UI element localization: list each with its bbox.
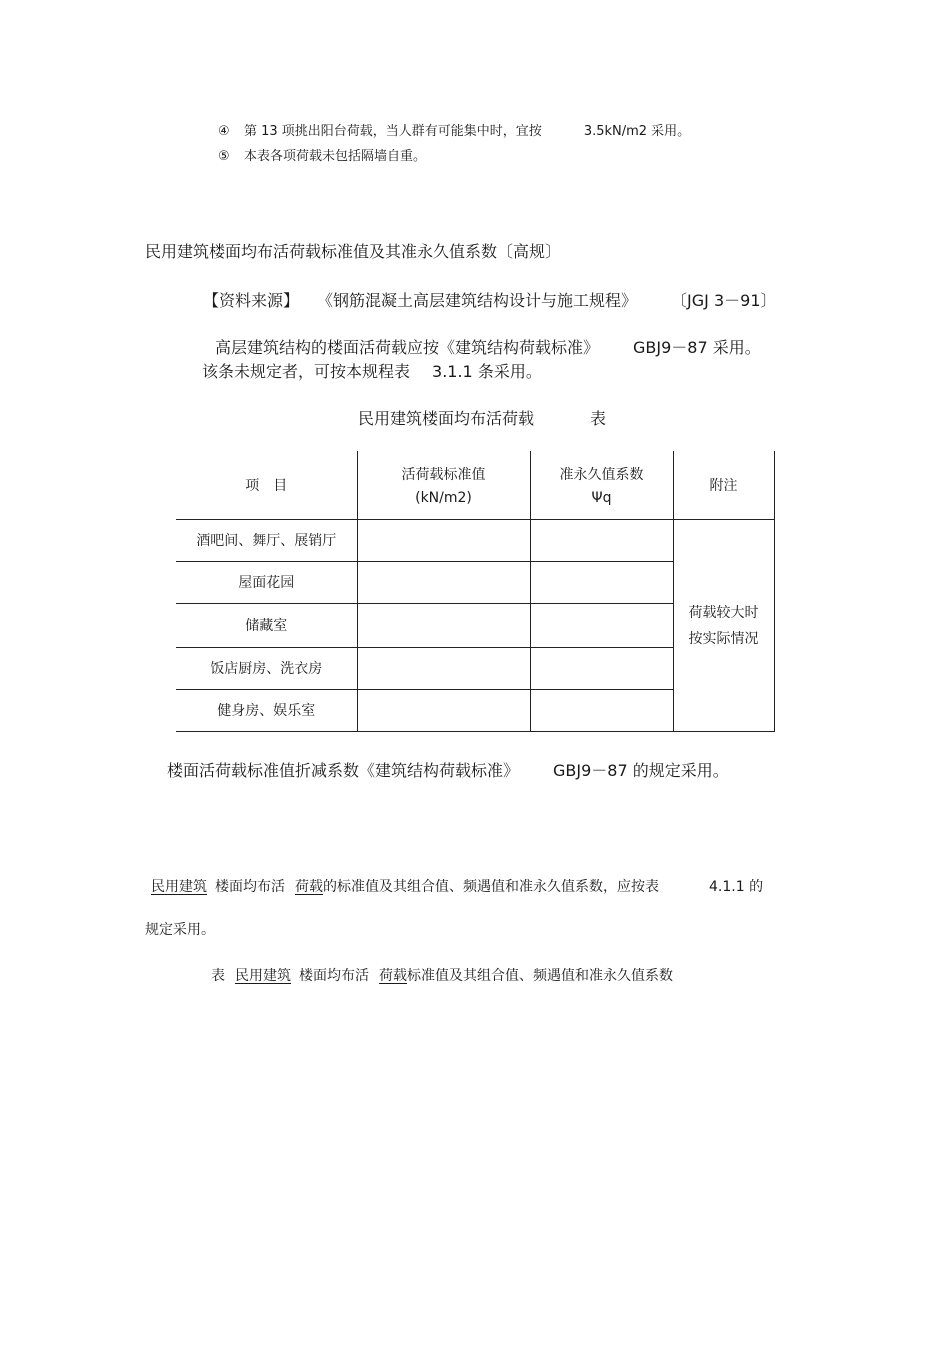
link-civil-building[interactable]: 民用建筑 — [235, 968, 291, 984]
row-item: 饭店厨房、洗衣房 — [176, 647, 357, 689]
load-table — [176, 451, 775, 732]
note-text: 本表各项荷载未包括隔墙自重。 — [244, 149, 427, 164]
row-item: 屋面花园 — [176, 561, 357, 603]
paragraph-code: 3.1.1 条采用。 — [432, 362, 542, 381]
note-line-1: 荷载较大时 — [688, 605, 759, 621]
link-civil-building[interactable]: 民用建筑 — [151, 879, 207, 895]
source-label: 【资料来源】 — [203, 291, 300, 310]
source-title: 《钢筋混凝土高层建筑结构设计与施工规程》 — [317, 291, 638, 310]
clause-text: 的标准值及其组合值、频遇值和准永久值系数，应按表 — [323, 879, 659, 895]
row-coefficient-value — [530, 519, 673, 561]
source-line — [203, 288, 777, 311]
header-load — [357, 451, 530, 519]
note-text: 第 13 项挑出阳台荷载，当人群有可能集中时，宜按 — [244, 124, 542, 139]
row-note — [673, 519, 774, 731]
note-text-value: 3.5kN/m2 采用。 — [583, 124, 691, 139]
row-item: 储藏室 — [176, 603, 357, 647]
caption-text: 标准值及其组合值、频遇值和准永久值系数 — [407, 968, 673, 984]
row-item: 酒吧间、舞厅、展销厅 — [176, 519, 357, 561]
paragraph-text: 该条未规定者，可按本规程表 — [202, 362, 411, 381]
paragraph-line-2 — [202, 359, 542, 382]
row-load-value — [357, 519, 530, 561]
paragraph-line-1 — [215, 335, 761, 358]
paragraph-code: GBJ9－87 采用。 — [633, 338, 761, 357]
header-item: 项 目 — [176, 451, 357, 519]
row-load-value — [357, 603, 530, 647]
row-load-value — [357, 647, 530, 689]
table-title-suffix: 表 — [590, 409, 607, 428]
section-title: 民用建筑楼面均布活荷载标准值及其准永久值系数〔高规〕 — [145, 242, 562, 261]
row-item: 健身房、娱乐室 — [176, 689, 357, 731]
link-load[interactable]: 荷载 — [379, 968, 407, 984]
after-table-text — [167, 758, 729, 781]
caption-prefix: 表 — [211, 968, 225, 984]
table-caption — [211, 965, 673, 985]
table-row — [176, 519, 774, 561]
table-header-row — [176, 451, 774, 519]
clause-line-1 — [151, 876, 763, 896]
note-5 — [218, 145, 426, 164]
after-table-text-a: 楼面活荷载标准值折减系数《建筑结构荷载标准》 — [167, 761, 520, 780]
clause-line-2: 规定采用。 — [145, 922, 215, 938]
header-load-unit: (kN/m2) — [415, 489, 472, 506]
note-line-2: 按实际情况 — [688, 631, 759, 647]
note-4 — [218, 120, 690, 139]
header-coefficient-symbol: Ψq — [591, 489, 612, 506]
paragraph-text: 高层建筑结构的楼面活荷载应按《建筑结构荷载标准》 — [215, 338, 600, 357]
header-note: 附注 — [673, 451, 774, 519]
table-title-text: 民用建筑楼面均布活荷载 — [358, 409, 535, 428]
header-coefficient — [530, 451, 673, 519]
link-load[interactable]: 荷载 — [295, 879, 323, 895]
row-coefficient-value — [530, 647, 673, 689]
source-code: 〔JGJ 3－91〕 — [671, 291, 777, 310]
row-coefficient-value — [530, 603, 673, 647]
caption-text: 楼面均布活 — [299, 968, 369, 984]
header-load-label: 活荷载标准值 — [401, 466, 486, 483]
after-table-text-b: GBJ9－87 的规定采用。 — [553, 761, 729, 780]
note-number: ④ — [218, 124, 230, 139]
clause-text: 4.1.1 的 — [709, 879, 764, 895]
note-number: ⑤ — [218, 149, 230, 164]
header-coefficient-label: 准永久值系数 — [559, 466, 644, 483]
row-coefficient-value — [530, 561, 673, 603]
row-load-value — [357, 689, 530, 731]
table-title — [358, 406, 606, 429]
row-coefficient-value — [530, 689, 673, 731]
row-load-value — [357, 561, 530, 603]
clause-text: 楼面均布活 — [215, 879, 285, 895]
